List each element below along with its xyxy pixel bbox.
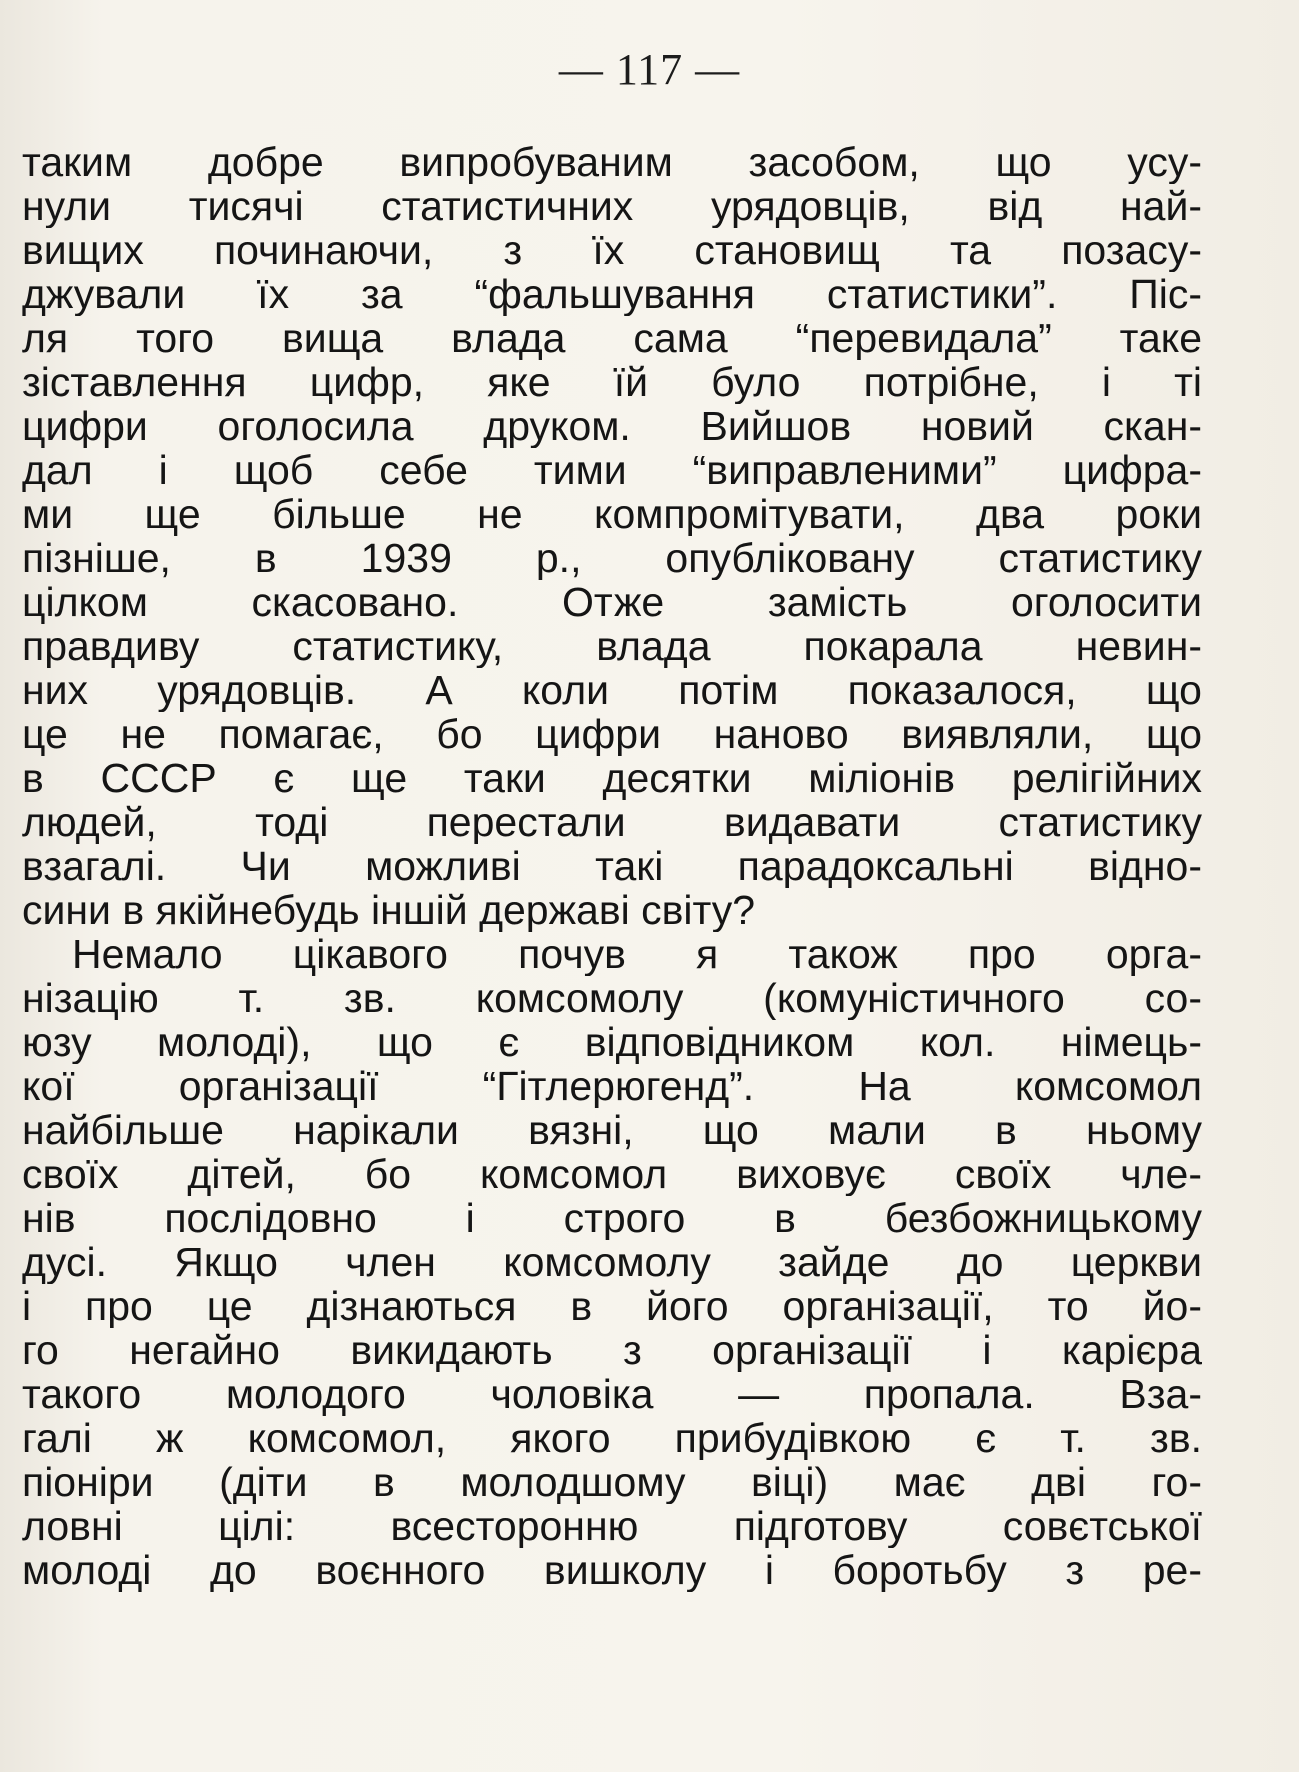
page-number: — 117 —: [558, 45, 741, 94]
text-line: правдиву статистику, влада покарала невин-: [22, 624, 1202, 668]
body-text: [22, 140, 1202, 1592]
text-line: своїх дітей, бо комсомол виховує своїх чле-: [22, 1152, 1202, 1196]
text-line: нули тисячі статистичних урядовців, від най-: [22, 184, 1202, 228]
text-line: такого молодого чоловіка — пропала. Вза-: [22, 1372, 1202, 1416]
text-line: молоді до воєнного вишколу і боротьбу з ре-: [22, 1548, 1202, 1592]
text-line: юзу молоді), що є відповідником кол. німець-: [22, 1020, 1202, 1064]
text-line: ля того вища влада сама “перевидала” таке: [22, 316, 1202, 360]
text-line: ловні цілі: всесторонню підготову совєтської: [22, 1504, 1202, 1548]
text-line: таким добре випробуваним засобом, що усу-: [22, 140, 1202, 184]
text-line: го негайно викидають з організації і карієра: [22, 1328, 1202, 1372]
text-line: цілком скасовано. Отже замість оголосити: [22, 580, 1202, 624]
text-line: в СССР є ще таки десятки міліонів релігійних: [22, 756, 1202, 800]
text-line: галі ж комсомол, якого прибудівкою є т. зв.: [22, 1416, 1202, 1460]
text-line: дал і щоб себе тими “виправленими” цифра-: [22, 448, 1202, 492]
text-line: це не помагає, бо цифри наново виявляли, що: [22, 712, 1202, 756]
text-line: них урядовців. А коли потім показалося, що: [22, 668, 1202, 712]
text-line: пізніше, в 1939 р., опубліковану статистику: [22, 536, 1202, 580]
text-line: нізацію т. зв. комсомолу (комуністичного со-: [22, 976, 1202, 1020]
text-line: піоніри (діти в молодшому віці) має дві го-: [22, 1460, 1202, 1504]
text-line: вищих починаючи, з їх становищ та позасу-: [22, 228, 1202, 272]
text-line: нів послідовно і строго в безбожницькому: [22, 1196, 1202, 1240]
text-line: кої організації “Гітлерюгенд”. На комсомол: [22, 1064, 1202, 1108]
text-line: взагалі. Чи можливі такі парадоксальні відно-: [22, 844, 1202, 888]
text-line: зіставлення цифр, яке їй було потрібне, і ті: [22, 360, 1202, 404]
text-line: ми ще більше не компромітувати, два роки: [22, 492, 1202, 536]
text-line: джували їх за “фальшування статистики”. Піс-: [22, 272, 1202, 316]
text-line: людей, тоді перестали видавати статистику: [22, 800, 1202, 844]
text-line: цифри оголосила друком. Вийшов новий скан-: [22, 404, 1202, 448]
text-line: дусі. Якщо член комсомолу зайде до церкви: [22, 1240, 1202, 1284]
text-line-indented: Немало цікавого почув я також про орга-: [72, 932, 1202, 976]
text-line: найбільше нарікали вязні, що мали в ньому: [22, 1108, 1202, 1152]
text-line: сини в якійнебудь іншій державі світу?: [22, 888, 756, 932]
text-line: і про це дізнаються в його організації, то йо-: [22, 1284, 1202, 1328]
